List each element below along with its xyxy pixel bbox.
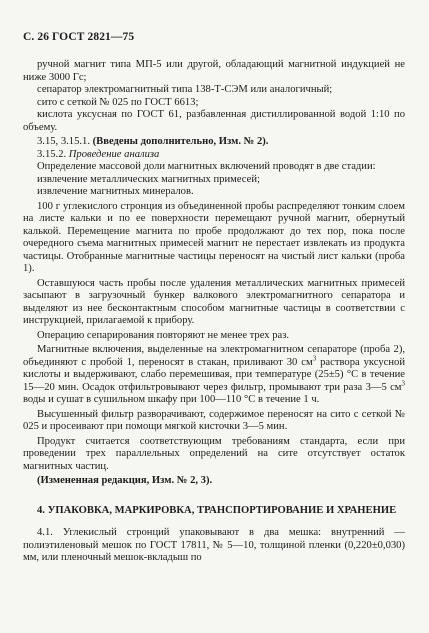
clause-3-15-2-title: Проведение анализа [68, 148, 160, 160]
inclusions-text-b: раствора уксусной кислоты и выдерживают, слабо перемешивая, при температуре (25±5) °С в течение 15—20 мин. Осадок отфильтровывают через фильтр, промывают три раза 3—5 см [23, 356, 406, 393]
paragraph-dried-filter: Высушенный фильтр разворачивают, содержимое переносят на сито с сеткой № 025 и просеивают при помощи мягкой кисточки 3—5 мин. [23, 408, 405, 432]
paragraph-magnet: ручной магнит типа МП-5 или другой, обладающий магнитной индукцией не ниже 3000 Гс; [23, 59, 405, 83]
paragraph-definition: Определение массовой доли магнитных включений проводят в две стадии: [37, 161, 376, 172]
paragraph-inclusions [23, 344, 405, 407]
section-4-heading: 4. УПАКОВКА, МАРКИРОВКА, ТРАНСПОРТИРОВАНИЕ И ХРАНЕНИЕ [37, 504, 397, 516]
inclusions-text-c: воды и сушат в сушильном шкафу при 100—110 °С в течение 1 ч. [23, 394, 320, 405]
clause-3-15-2 [23, 149, 405, 162]
paragraph-sieve: сито с сеткой № 025 по ГОСТ 6613; [37, 96, 199, 108]
paragraph-4-1: 4.1. Углекислый стронций упаковывают в два мешка: внутренний — полиэтиленовый мешок по ГОСТ 17811, № 5—10, толщиной пленки (0,220±0,030) мм, или пленочный мешок-вкладыш по [23, 527, 405, 563]
clause-3-15 [23, 136, 405, 149]
paragraph-100g: 100 г углекислого стронция из объединенной пробы распределяют тонким слоем на листе кальки и по ее поверхности перемещают ручной магнит, обернутый калькой. Перемещение магнита по пробе продолжают до тех пор, пока после очередного съема магнитных примесей магнит не перестает извлекать из продукта частицы. Отобранные магнитные частицы переносят на чистый лист кальки (проба 1). [23, 200, 405, 274]
clause-3-15-2-number: 3.15.2. [37, 148, 69, 160]
paragraph-acid: кислота уксусная по ГОСТ 61, разбавленная дистиллированной водой 1:10 по объему. [23, 109, 405, 133]
inclusions-text-a: Магнитные включения, выделенные на электромагнитном сепараторе (проба 2), объединяют с пробой 1, переносят в стакан, приливают 30 см [23, 344, 405, 368]
page-header: С. 26 ГОСТ 2821—75 [23, 31, 135, 43]
paragraph-product: Продукт считается соответствующим требованиям стандарта, если при проведении трех параллельных определений на сите отсутствует остаток магнитных частиц. [23, 435, 405, 472]
document-body [23, 59, 405, 565]
paragraph-stage-2: извлечение магнитных минералов. [37, 186, 194, 197]
clause-3-15-note: (Введены дополнительно, Изм. № 2). [92, 136, 269, 147]
paragraph-changed-edition: (Измененная редакция, Изм. № 2, 3). [37, 475, 213, 486]
paragraph-stage-1: извлечение металлических магнитных примесей; [37, 173, 260, 185]
paragraph-repeat: Операцию сепарирования повторяют не менее трех раз. [37, 329, 290, 341]
paragraph-separator: сепаратор электромагнитный типа 138-Т-СЭМ или аналогичный; [37, 84, 333, 95]
clause-3-15-number: 3.15, 3.15.1. [37, 136, 93, 147]
inclusions-sup-2: 3 [401, 378, 405, 387]
paragraph-remaining: Оставшуюся часть пробы после удаления металлических магнитных примесей засыпают в загрузочный бункер валкового электромагнитного сепаратора и выделяют из нее бесконтактным способом магнитные частицы в соответствии с инструкцией, прилагаемой к прибору. [23, 277, 405, 326]
inclusions-sup-1: 3 [312, 353, 317, 362]
